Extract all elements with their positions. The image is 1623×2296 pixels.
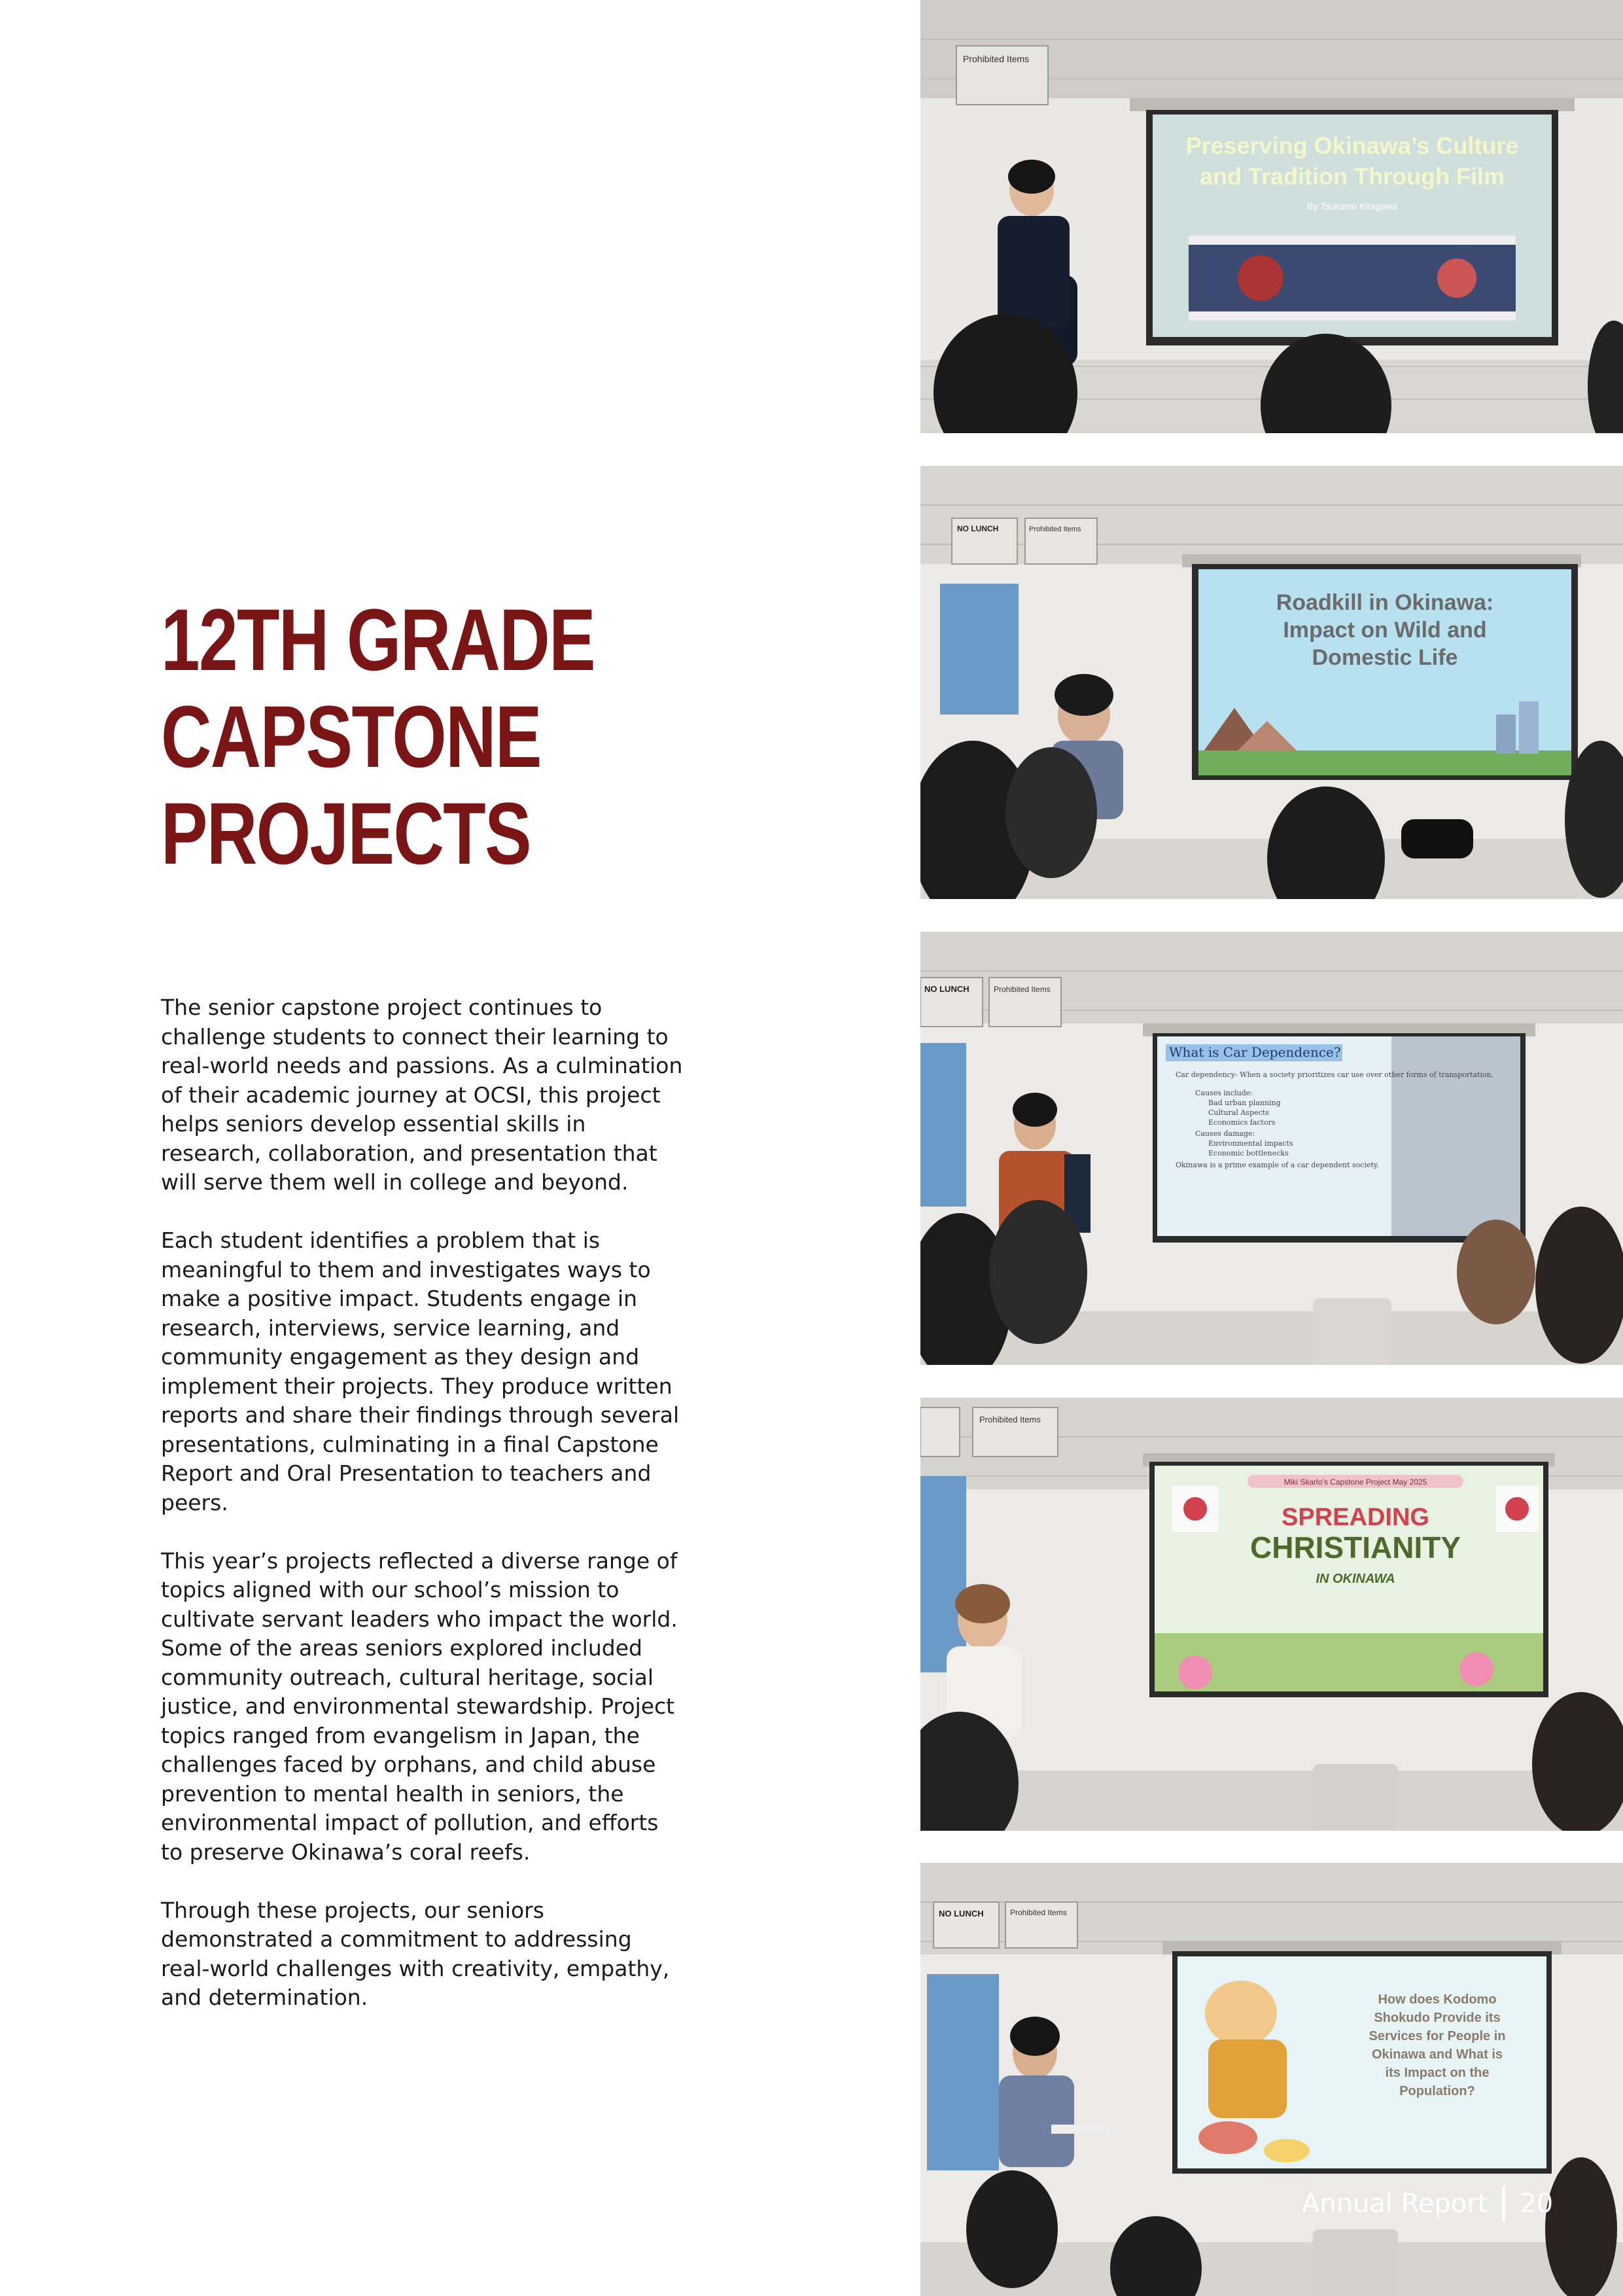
slide-bullet: Economic bottlenecks xyxy=(1208,1149,1289,1157)
slide-title-line-1: Preserving Okinawa’s Culture xyxy=(1185,132,1519,159)
paragraph-1: The senior capstone project continues to challenge students to connect their learning to real-world needs and passions. As a culmination of their academic journey at OCSI, this project helps seniors develop essential skills in research, collaboration, and presentation that will serve them well in college and beyond. xyxy=(161,995,683,1195)
slide-bullet: Car dependency- When a society prioritizes car use over other forms of transportation. xyxy=(1176,1070,1494,1079)
paragraph-3: This year’s projects reflected a diverse range of topics aligned with our school’s mission to cultivate servant leaders who impact the world. Some of the areas seniors explored included community outreach, cultural heritage, social justice, and environmental stewardship. Project topics ranged from evangelism in Japan, the challenges faced by orphans, and child abuse prevention to mental health in seniors, the environmental impact of pollution, and efforts to preserve Okinawa’s coral reefs. xyxy=(161,1547,678,1865)
slide-bullet: Okinawa is a prime example of a car dependent society. xyxy=(1176,1161,1380,1169)
sign-text: Prohibited Items xyxy=(979,1415,1041,1424)
sign-text: Prohibited Items xyxy=(1029,525,1081,533)
slide-bullet: Causes damage: xyxy=(1195,1129,1255,1138)
title-line-2: CAPSTONE xyxy=(161,688,541,786)
slide-title-line-2: CHRISTIANITY xyxy=(1250,1530,1461,1564)
slide-title-line-3: Services for People in xyxy=(1369,2029,1506,2043)
sign-text: Prohibited Items xyxy=(1010,1908,1067,1917)
footer-divider xyxy=(1502,2185,1505,2222)
paragraph-2: Each student identifies a problem that is meaningful to them and investigates ways to make a positive impact. Students engage in research, interviews, service learning, and community engagement as they design and implement their projects. They produce written reports and share their findings through several presentations, culminating in a final Capstone Report and Oral Presentation to teachers and peers. xyxy=(161,1227,680,1515)
sign-text: Prohibited Items xyxy=(994,985,1051,994)
page-title xyxy=(161,592,632,883)
slide-bullet: Environmental impacts xyxy=(1208,1139,1293,1148)
slide-title-line-3: IN OKINAWA xyxy=(1316,1572,1395,1586)
article-body xyxy=(161,993,684,2041)
slide-title-line-5: its Impact on the xyxy=(1385,2066,1490,2080)
photo-car-dependence-presentation xyxy=(920,932,1623,1365)
slide-title-line-2: and Tradition Through Film xyxy=(1200,163,1505,190)
slide-bullet: Economics factors xyxy=(1208,1118,1276,1127)
photo-kodomo-shokudo-presentation xyxy=(920,1863,1623,2296)
title-line-1: 12TH GRADE xyxy=(161,592,595,689)
paragraph-4: Through these projects, our seniors demonstrated a commitment to addressing real-world challenges with creativity, empathy, and determination. xyxy=(161,1897,670,2010)
slide-banner: Miki Skarlo’s Capstone Project May 2025 xyxy=(1283,1477,1427,1487)
title-line-3: PROJECTS xyxy=(161,785,531,883)
slide-bullet: Bad urban planning xyxy=(1208,1099,1281,1107)
sign-text: NO LUNCH xyxy=(939,1909,984,1918)
slide-title-line-2: Impact on Wild and xyxy=(1283,618,1487,643)
slide-title-line-4: Okinawa and What is xyxy=(1371,2047,1503,2062)
photo-roadkill-presentation xyxy=(920,466,1623,899)
sign-text: Prohibited Items xyxy=(963,54,1030,64)
slide-title-line-3: Domestic Life xyxy=(1312,645,1458,670)
slide-title-line-1: SPREADING xyxy=(1282,1504,1429,1531)
slide-title-line-6: Population? xyxy=(1399,2084,1475,2098)
slide-title-line-2: Shokudo Provide its xyxy=(1374,2011,1501,2025)
photo-film-presentation xyxy=(920,0,1623,433)
page-footer xyxy=(1302,2185,1553,2222)
photo-christianity-presentation xyxy=(920,1398,1623,1831)
slide-title-line-1: Roadkill in Okinawa: xyxy=(1276,590,1494,615)
slide-heading: What is Car Dependence? xyxy=(1169,1044,1341,1060)
slide-bullet: Cultural Aspects xyxy=(1208,1108,1269,1117)
sign-text: NO LUNCH xyxy=(957,524,999,533)
slide-bullet: Causes include: xyxy=(1195,1089,1253,1097)
sign-text: NO LUNCH xyxy=(924,984,969,994)
slide-title-line-1: How does Kodomo xyxy=(1378,1992,1497,2007)
slide-byline: By Tsukumo Kitagawa xyxy=(1307,201,1397,211)
footer-label: Annual Report xyxy=(1302,2189,1488,2219)
page-number: 20 xyxy=(1520,2189,1554,2219)
